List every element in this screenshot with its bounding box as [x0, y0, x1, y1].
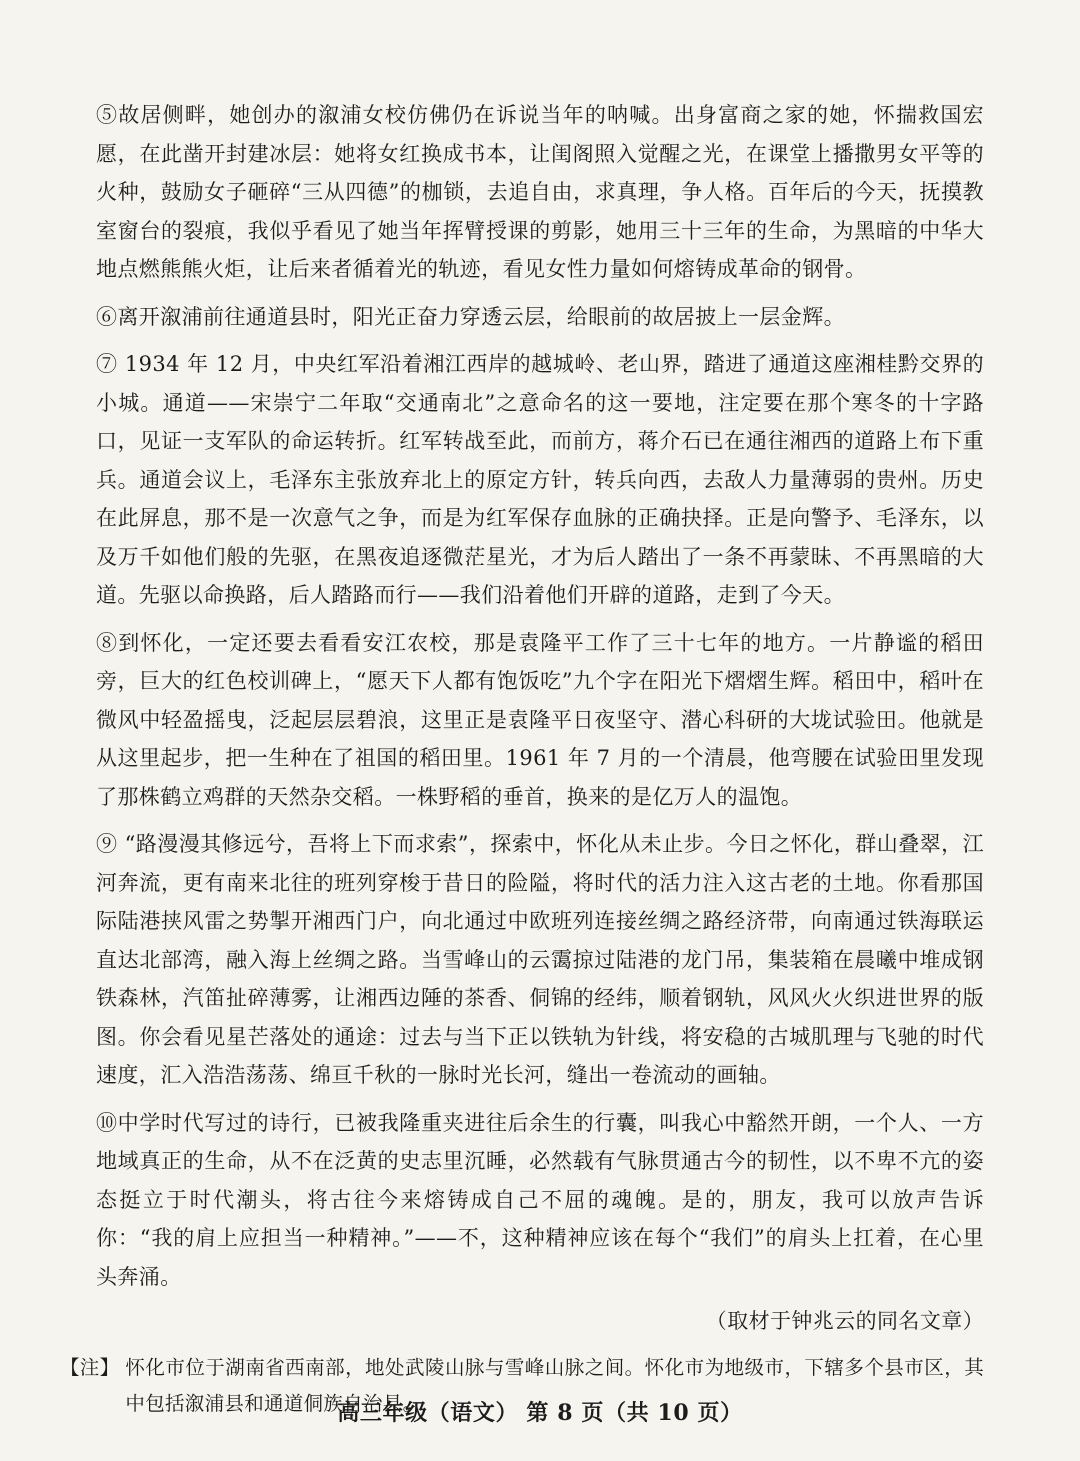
- page-footer: 高三年级（语文） 第 8 页（共 10 页）: [337, 1400, 743, 1426]
- footnote-label: 【注】: [60, 1356, 120, 1379]
- article-source: （取材于钟兆云的同名文章）: [705, 1309, 984, 1333]
- footnote-text: 怀化市位于湖南省西南部，地处武陵山脉与雪峰山脉之间。怀化市为地级市，下辖多个县市区，其中包括溆浦县和通道侗族自治县。: [125, 1356, 984, 1415]
- paragraph-8: ⑧到怀化，一定还要去看看安江农校，那是袁隆平工作了三十七年的地方。一片静谧的稻田旁，巨大的红色校训碑上，“愿天下人都有饱饭吃”九个字在阳光下熠熠生辉。稻田中，稻叶在微风中轻盈摇曳，泛起层层碧浪，这里正是袁隆平日夜坚守、潜心科研的大垅试验田。他就是从这里起步，把一生种在了祖国的稻田里。1961 年 7 月的一个清晨，他弯腰在试验田里发现了那株鹤立鸡群的天然杂交稻。一株野稻的垂首，换来的是亿万人的温饱。: [96, 630, 984, 809]
- article-body: [96, 96, 984, 1296]
- paragraph-10: ⑩中学时代写过的诗行，已被我隆重夹进往后余生的行囊，叫我心中豁然开朗，一个人、一方地域真正的生命，从不在泛黄的史志里沉睡，必然载有气脉贯通古今的韧性，以不卑不亢的姿态挺立于时代潮头，将古往今来熔铸成自己不屈的魂魄。是的，朋友，我可以放声告诉你：“我的肩上应担当一种精神。”——不，这种精神应该在每个“我们”的肩头上扛着，在心里头奔涌。: [96, 1110, 984, 1289]
- paragraph-5: ⑤故居侧畔，她创办的溆浦女校仿佛仍在诉说当年的呐喊。出身富商之家的她，怀揣救国宏愿，在此凿开封建冰层：她将女红换成书本，让闺阁照入觉醒之光，在课堂上播撒男女平等的火种，鼓励女子砸碎“三从四德”的枷锁，去追自由，求真理，争人格。百年后的今天，抚摸教室窗台的裂痕，我似乎看见了她当年挥臂授课的剪影，她用三十三年的生命，为黑暗的中华大地点燃熊熊火炬，让后来者循着光的轨迹，看见女性力量如何熔铸成革命的钢骨。: [96, 103, 984, 281]
- paragraph-9: ⑨ “路漫漫其修远兮，吾将上下而求索”，探索中，怀化从未止步。今日之怀化，群山叠翠，江河奔流，更有南来北往的班列穿梭于昔日的险隘，将时代的活力注入这古老的土地。你看那国际陆港挟风雷之势掣开湘西门户，向北通过中欧班列连接丝绸之路经济带，向南通过铁海联运直达北部湾，融入海上丝绸之路。当雪峰山的云霭掠过陆港的龙门吊，集装箱在晨曦中堆成钢铁森林，汽笛扯碎薄雾，让湘西边陲的茶香、侗锦的经纬，顺着钢轨，风风火火织进世界的版图。你会看见星芒落处的通途：过去与当下正以铁轨为针线，将安稳的古城肌理与飞驰的时代速度，汇入浩浩荡荡、绵亘千秋的一脉时光长河，缝出一卷流动的画轴。: [96, 832, 984, 1087]
- paragraph-7: ⑦ 1934 年 12 月，中央红军沿着湘江西岸的越城岭、老山界，踏进了通道这座湘桂黔交界的小城。通道——宋崇宁二年取“交通南北”之意命名的这一要地，注定要在那个寒冬的十字路口，见证一支军队的命运转折。红军转战至此，而前方，蒋介石已在通往湘西的道路上布下重兵。通道会议上，毛泽东主张放弃北上的原定方针，转兵向西，去敌人力量薄弱的贵州。历史在此屏息，那不是一次意气之争，而是为红军保存血脉的正确抉择。正是向警予、毛泽东，以及万千如他们般的先驱，在黑夜追逐微茫星光，才为后人踏出了一条不再蒙昧、不再黑暗的大道。先驱以命换路，后人踏路而行——我们沿着他们开辟的道路，走到了今天。: [96, 352, 984, 607]
- paragraph-6: ⑥离开溆浦前往通道县时，阳光正奋力穿透云层，给眼前的故居披上一层金辉。: [96, 304, 845, 329]
